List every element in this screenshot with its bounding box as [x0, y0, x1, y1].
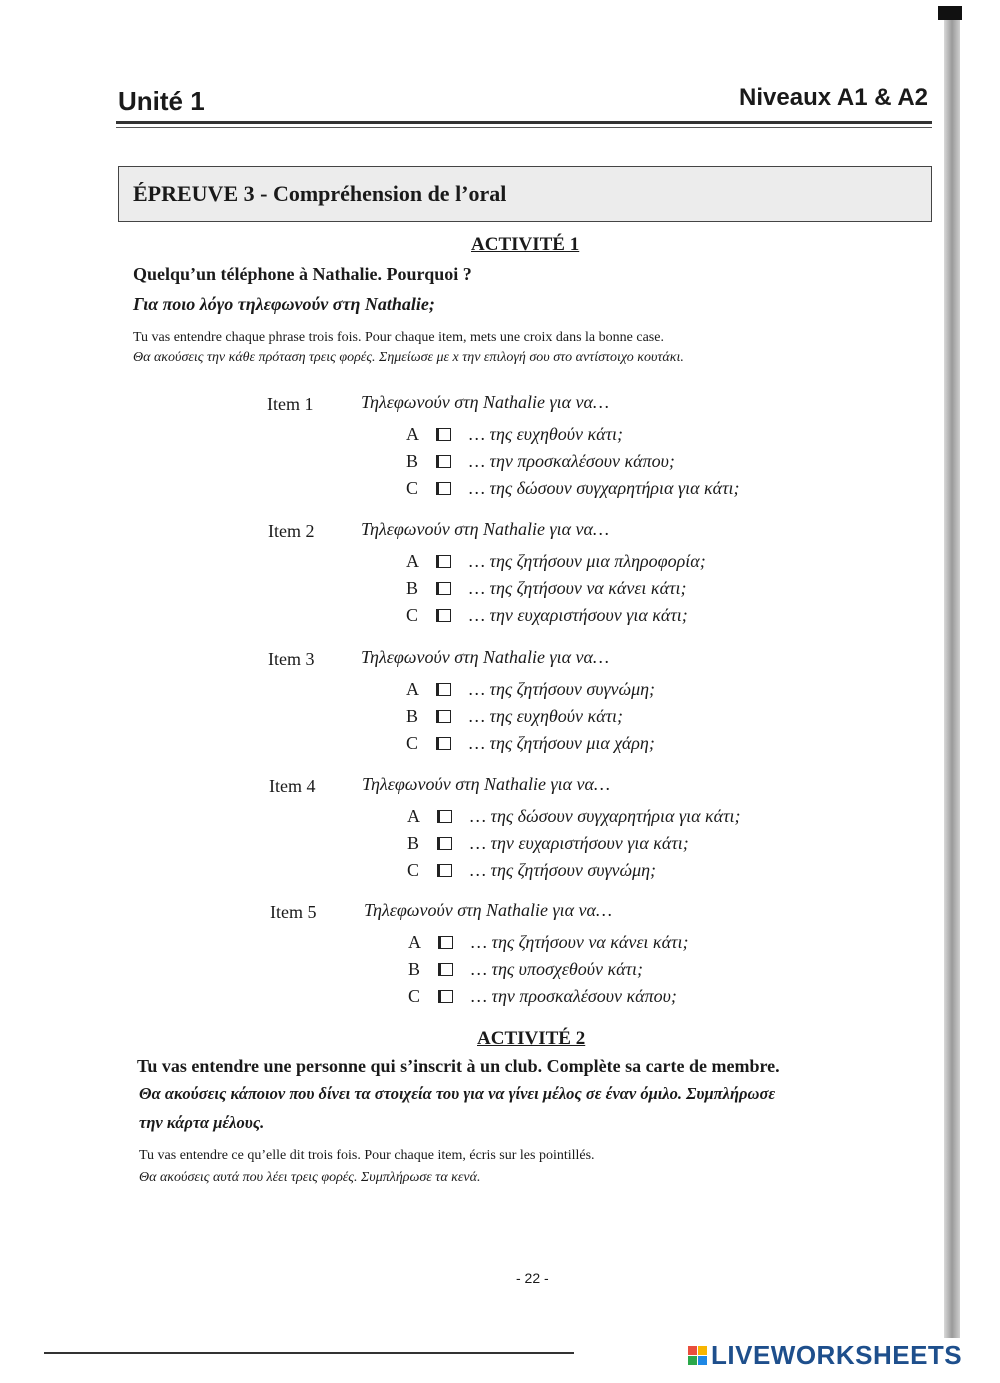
activity1-title: ACTIVITÉ 1 [471, 234, 580, 255]
activity2-title: ACTIVITÉ 2 [477, 1028, 586, 1049]
item-3-option-b[interactable] [406, 706, 623, 727]
option-text: … της ευχηθούν κάτι; [469, 424, 624, 444]
item-3-label: Item 3 [268, 649, 315, 669]
activity1-instruction-fr: Tu vas entendre chaque phrase trois fois. Pour chaque item, mets une croix dans la bonne case. [133, 330, 664, 345]
option-text: … της δώσουν συγχαρητήρια για κάτι; [469, 478, 740, 498]
activity2-question-fr: Tu vas entendre une personne qui s’inscrit à un club. Complète sa carte de membre. [137, 1056, 780, 1076]
section-title: ÉPREUVE 3 - Compréhension de l’oral [133, 181, 507, 206]
item-2-stem: Τηλεφωνούν στη Nathalie για να… [361, 519, 609, 539]
activity2-instruction-gr: Θα ακούσεις αυτά που λέει τρεις φορές. Συμπλήρωσε τα κενά. [139, 1170, 481, 1185]
activity1-instruction-gr: Θα ακούσεις την κάθε πρόταση τρεις φορές. Σημείωσε με x την επιλογή σου στο αντίστοιχο κουτάκι. [133, 350, 684, 365]
checkbox[interactable] [436, 710, 451, 723]
option-letter: C [406, 605, 419, 625]
liveworksheets-logo[interactable] [688, 1340, 962, 1371]
activity2-question-gr-line2: την κάρτα μέλους. [139, 1113, 265, 1132]
option-letter: A [406, 679, 419, 699]
activity1-question-gr: Για ποιο λόγο τηλεφωνούν στη Nathalie; [133, 294, 435, 314]
item-4-stem: Τηλεφωνούν στη Nathalie για να… [362, 774, 610, 794]
item-3-option-c[interactable] [406, 733, 655, 754]
item-5-option-b[interactable] [408, 959, 643, 980]
item-4-label: Item 4 [269, 776, 316, 796]
checkbox[interactable] [436, 737, 451, 750]
checkbox[interactable] [437, 864, 452, 877]
item-2-option-a[interactable] [406, 551, 706, 572]
footer-rule [44, 1352, 574, 1354]
option-letter: A [406, 424, 419, 444]
item-1-option-c[interactable] [406, 478, 740, 499]
option-letter: A [408, 932, 421, 952]
option-text: … την προσκαλέσουν κάπου; [469, 451, 675, 471]
logo-mark-icon [688, 1346, 707, 1365]
option-letter: A [407, 806, 420, 826]
option-letter: C [406, 733, 419, 753]
item-3-option-a[interactable] [406, 679, 655, 700]
option-letter: C [406, 478, 419, 498]
option-text: … της ευχηθούν κάτι; [469, 706, 624, 726]
activity2-instruction-fr: Tu vas entendre ce qu’elle dit trois fois. Pour chaque item, écris sur les pointillés. [139, 1148, 595, 1163]
option-letter: B [407, 833, 420, 853]
item-1-option-b[interactable] [406, 451, 675, 472]
item-1-option-a[interactable] [406, 424, 623, 445]
item-1-label: Item 1 [267, 394, 314, 414]
option-text: … της ζητήσουν μια χάρη; [469, 733, 655, 753]
activity1-question-fr: Quelqu’un téléphone à Nathalie. Pourquoi ? [133, 264, 472, 284]
item-2-option-b[interactable] [406, 578, 686, 599]
option-letter: B [406, 706, 419, 726]
checkbox[interactable] [436, 683, 451, 696]
checkbox[interactable] [438, 990, 453, 1003]
option-text: … της ζητήσουν συγνώμη; [470, 860, 657, 880]
levels-title: Niveaux A1 & A2 [739, 84, 928, 111]
page-edge-cap [938, 6, 962, 20]
checkbox[interactable] [436, 482, 451, 495]
option-text: … της ζητήσουν συγνώμη; [469, 679, 656, 699]
unit-title: Unité 1 [118, 86, 205, 116]
page-edge-shadow [944, 8, 960, 1338]
checkbox[interactable] [436, 609, 451, 622]
checkbox[interactable] [437, 810, 452, 823]
option-text: … της δώσουν συγχαρητήρια για κάτι; [470, 806, 741, 826]
item-5-label: Item 5 [270, 902, 317, 922]
option-letter: B [406, 451, 419, 471]
option-text: … την ευχαριστήσουν για κάτι; [469, 605, 688, 625]
option-letter: A [406, 551, 419, 571]
option-text: … της ζητήσουν να κάνει κάτι; [469, 578, 687, 598]
header-rule [116, 121, 932, 124]
option-text: … της ζητήσουν μια πληροφορία; [469, 551, 706, 571]
activity2-question-gr-line1: Θα ακούσεις κάποιον που δίνει τα στοιχεία του για να γίνει μέλος σε έναν όμιλο. Συμπλήρωσε [139, 1084, 776, 1103]
option-letter: B [408, 959, 421, 979]
checkbox[interactable] [436, 582, 451, 595]
checkbox[interactable] [436, 455, 451, 468]
checkbox[interactable] [436, 555, 451, 568]
page-number: - 22 - [516, 1270, 549, 1286]
checkbox[interactable] [438, 963, 453, 976]
item-5-option-c[interactable] [408, 986, 677, 1007]
header-rule-thin [116, 127, 932, 128]
option-text: … την ευχαριστήσουν για κάτι; [470, 833, 689, 853]
checkbox[interactable] [436, 428, 451, 441]
option-text: … της ζητήσουν να κάνει κάτι; [471, 932, 689, 952]
item-2-option-c[interactable] [406, 605, 688, 626]
item-2-label: Item 2 [268, 521, 315, 541]
item-3-stem: Τηλεφωνούν στη Nathalie για να… [361, 647, 609, 667]
item-5-option-a[interactable] [408, 932, 688, 953]
option-letter: C [408, 986, 421, 1006]
item-1-stem: Τηλεφωνούν στη Nathalie για να… [361, 392, 609, 412]
item-4-option-c[interactable] [407, 860, 656, 881]
item-4-option-a[interactable] [407, 806, 741, 827]
option-text: … της υποσχεθούν κάτι; [471, 959, 643, 979]
option-text: … την προσκαλέσουν κάπου; [471, 986, 677, 1006]
item-4-option-b[interactable] [407, 833, 689, 854]
logo-text: LIVEWORKSHEETS [711, 1340, 963, 1370]
checkbox[interactable] [437, 837, 452, 850]
option-letter: C [407, 860, 420, 880]
item-5-stem: Τηλεφωνούν στη Nathalie για να… [364, 900, 612, 920]
option-letter: B [406, 578, 419, 598]
checkbox[interactable] [438, 936, 453, 949]
